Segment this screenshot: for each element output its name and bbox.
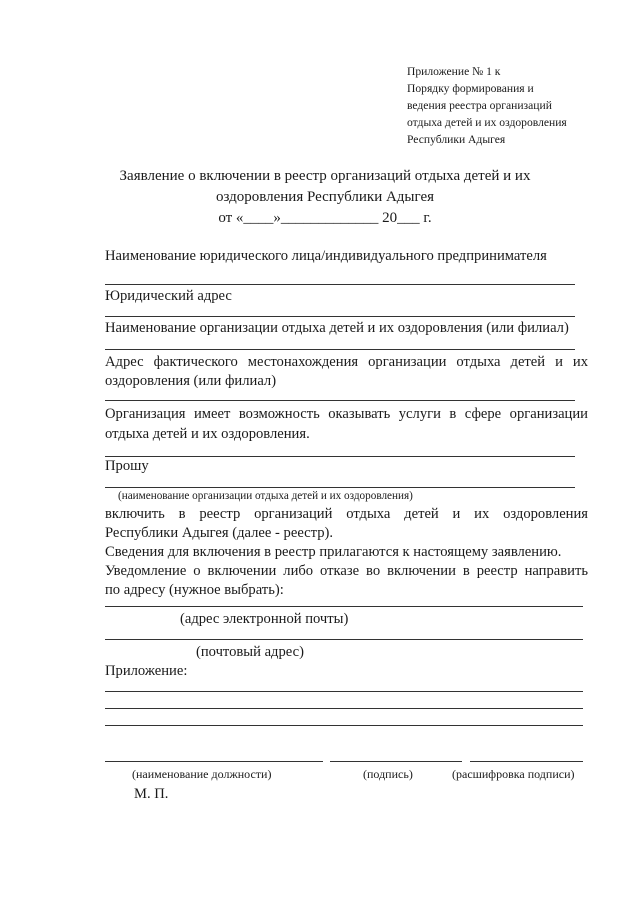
actual-address-label-2: оздоровления (или филиал) [105,373,277,389]
form-title-line-2: оздоровления Республики Адыгея [215,189,435,205]
request-line [105,487,575,488]
legal-name-label: Наименование юридического лица/индивидуального предпринимателя [105,248,547,264]
request-caption: (наименование организации отдыха детей и их оздоровления) [118,490,413,502]
appendix-line-5: Республики Адыгея [407,133,506,146]
attachment-line-2 [105,708,583,709]
capability-text-2: отдыха детей и их оздоровления. [105,426,310,442]
position-caption: (наименование должности) [132,767,272,781]
actual-address-label-1: Адрес фактического местонахождения организации отдыха детей и их [105,354,588,370]
appendix-line-1: Приложение № 1 к [407,65,501,78]
include-text-1: включить в реестр организаций отдыха детей и их оздоровления [105,506,588,522]
notice-text-1: Уведомление о включении либо отказе во включении в реестр направить [105,563,588,579]
org-name-label: Наименование организации отдыха детей и их оздоровления (или филиал) [105,320,569,336]
email-line [105,606,583,607]
org-name-line [105,349,575,350]
request-label: Прошу [105,458,149,474]
legal-address-label: Юридический адрес [105,288,232,304]
signature-caption: (подпись) [363,767,413,781]
actual-address-line [105,400,575,401]
form-title-line-1: Заявление о включении в реестр организаций отдыха детей и их [119,168,531,184]
email-caption: (адрес электронной почты) [180,611,349,627]
decoding-line [470,761,583,762]
postal-caption: (почтовый адрес) [196,644,304,660]
appendix-line-3: ведения реестра организаций [407,99,552,112]
form-date-line: от «____»_____________ 20___ г. [218,210,432,226]
notice-text-2: по адресу (нужное выбрать): [105,582,284,598]
attached-text: Сведения для включения в реестр прилагаются к настоящему заявлению. [105,544,562,560]
stamp-placeholder: М. П. [134,786,169,802]
appendix-line-4: отдыха детей и их оздоровления [407,116,567,129]
include-text-2: Республики Адыгея (далее - реестр). [105,525,333,541]
signature-line [330,761,462,762]
legal-address-line [105,316,575,317]
attachment-line-3 [105,725,583,726]
decoding-caption: (расшифровка подписи) [452,767,575,781]
legal-name-line [105,284,575,285]
capability-line [105,456,575,457]
attachment-line-1 [105,691,583,692]
appendix-line-2: Порядку формирования и [407,82,534,95]
postal-line [105,639,583,640]
appendix-note [407,63,567,148]
position-line [105,761,323,762]
attachment-label: Приложение: [105,663,188,679]
capability-text-1: Организация имеет возможность оказывать услуги в сфере организации [105,406,588,422]
